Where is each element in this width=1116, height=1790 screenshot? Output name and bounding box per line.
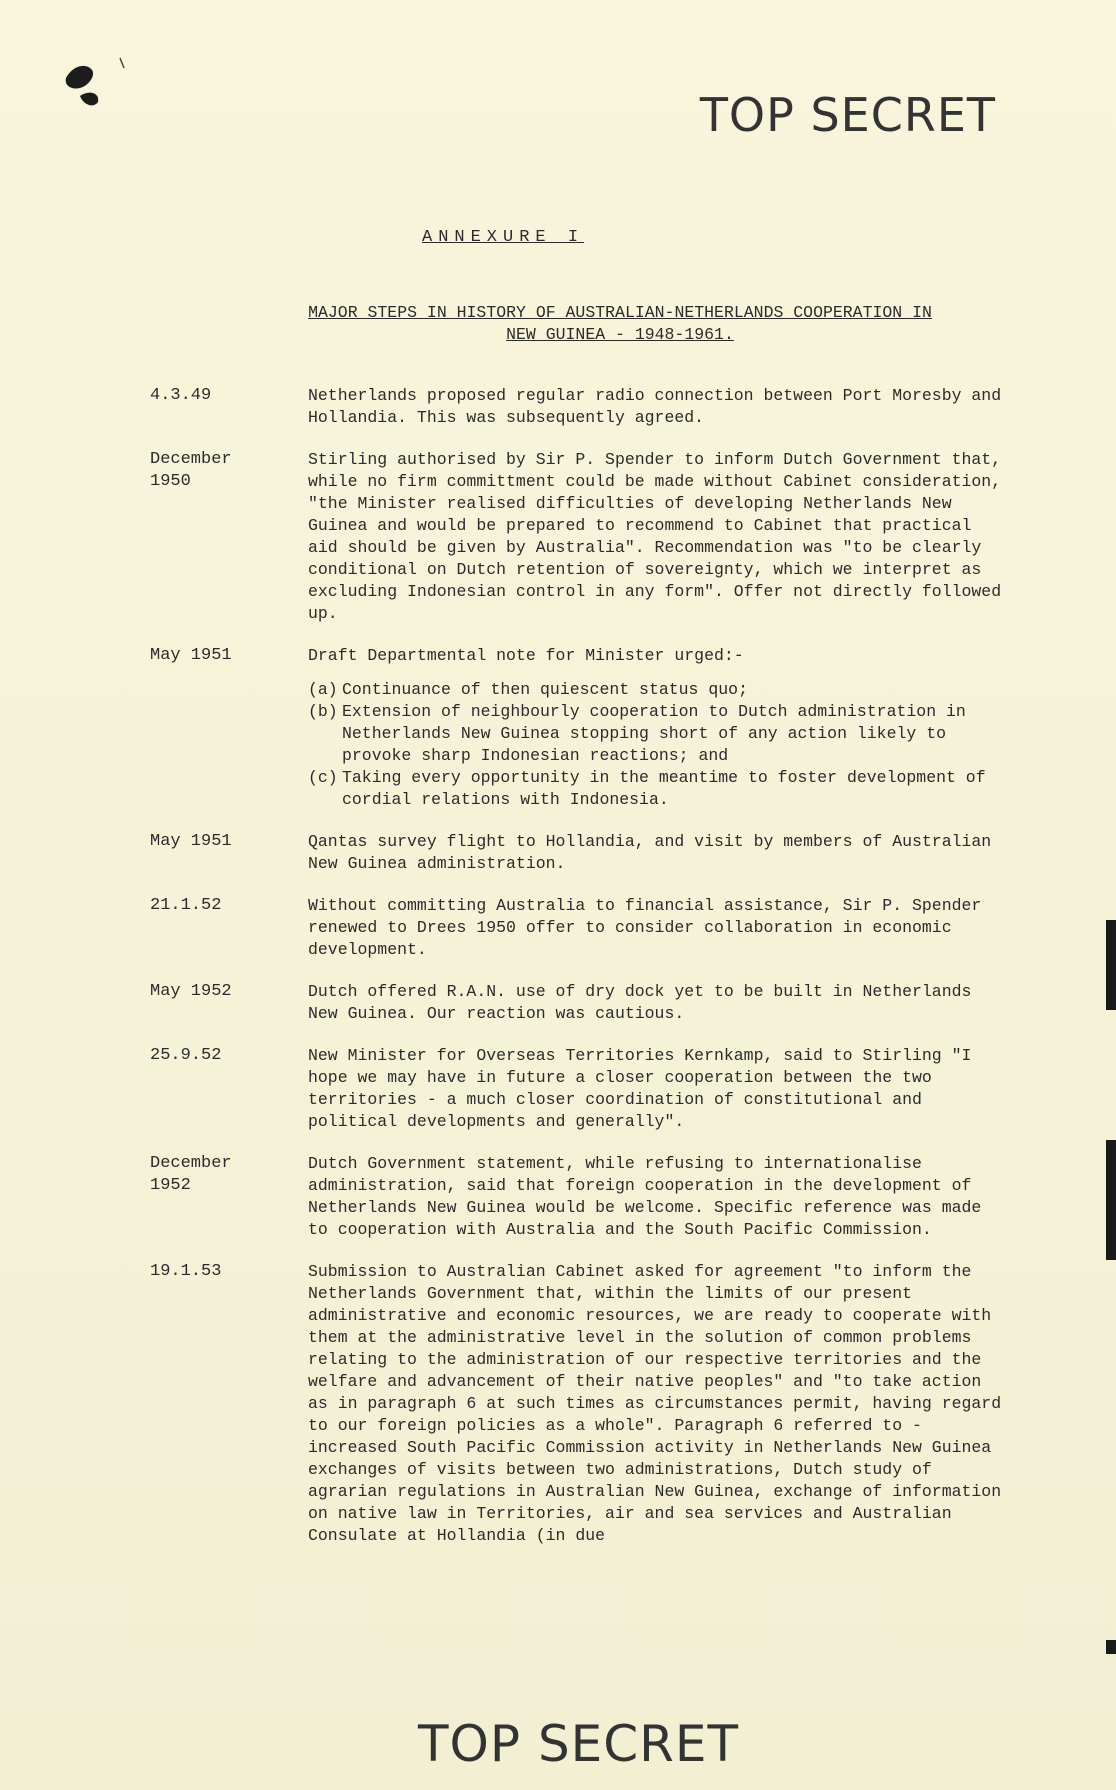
entry-text: Qantas survey flight to Hollandia, and visit by members of Australian New Guinea administration. (308, 832, 992, 873)
scan-edge-mark (1106, 1140, 1116, 1260)
entry-date: May 1951 (150, 832, 232, 851)
sub-item (308, 701, 1008, 767)
entry-date: May 1951 (150, 646, 232, 665)
chronology-entry (150, 895, 1010, 961)
entry-text: Netherlands proposed regular radio connection between Port Moresby and Hollandia. This was subsequently agreed. (308, 386, 1002, 427)
entry-text: Without committing Australia to financial assistance, Sir P. Spender renewed to Drees 1950 offer to consider collaboration in economic development. (308, 896, 982, 959)
scan-edge-mark (1106, 920, 1116, 1010)
entry-date: December 1952 (150, 1154, 232, 1195)
sub-item-text: Extension of neighbourly cooperation to Dutch administration in Netherlands New Guinea stopping short of any action likely to provoke sharp Indonesian reactions; and (342, 702, 966, 765)
entry-date: 21.1.52 (150, 896, 222, 915)
chronology-entry (150, 449, 1010, 625)
chronology-entry (150, 1153, 1010, 1241)
heading-line-2: NEW GUINEA - 1948-1961. (506, 325, 734, 344)
chronology-entry (150, 385, 1010, 429)
heading-line-1: MAJOR STEPS IN HISTORY OF AUSTRALIAN-NETHERLANDS COOPERATION IN (308, 303, 932, 322)
entry-text: Stirling authorised by Sir P. Spender to inform Dutch Government that, while no firm committment could be made without Cabinet consideration, "the Minister realised difficulties of developing Netherlands New Guinea and would be prepared to recommend to Cabinet that practical aid should be given by Australia". Recommendation was "to be clearly conditional on Dutch retention of sovereignty, which we interpret as excluding Indonesian control in any form". Offer not directly followed up. (308, 450, 1002, 623)
hole-punch-mark (58, 56, 134, 116)
chronology-entry (150, 831, 1010, 875)
document-heading (260, 302, 980, 346)
chronology-entry (150, 981, 1010, 1025)
sub-item-label: (a) (308, 680, 338, 699)
entry-text: Dutch Government statement, while refusing to internationalise administration, said that foreign cooperation in the development of Netherlands New Guinea would be welcome. Specific reference was made to cooperation with Australia and the South Pacific Commission. (308, 1154, 982, 1239)
chronology-entry (150, 1045, 1010, 1133)
sub-item-text: Taking every opportunity in the meantime to foster development of cordial relations with Indonesia. (342, 768, 986, 809)
entry-text: Dutch offered R.A.N. use of dry dock yet to be built in Netherlands New Guinea. Our reaction was cautious. (308, 982, 972, 1023)
chronology-entry (150, 645, 1010, 811)
chronology-entry (150, 1261, 1010, 1547)
sub-item (308, 679, 1008, 701)
entry-date: 19.1.53 (150, 1262, 222, 1281)
entry-text: New Minister for Overseas Territories Kernkamp, said to Stirling "I hope we may have in future a closer cooperation between the two territories - a much closer coordination of constitutional and political developments and generally". (308, 1046, 972, 1131)
entry-date: 25.9.52 (150, 1046, 222, 1065)
annexure-title: ANNEXURE I (422, 228, 585, 247)
top-secret-stamp: TOP SECRET (699, 88, 996, 142)
entry-text: Submission to Australian Cabinet asked for agreement "to inform the Netherlands Government that, within the limits of our present administrative and economic resources, we are ready to cooperate with them at the administrative level in the solution of common problems relating to the administration of our respective territories and the welfare and advancement of their native peoples" and "to take action as in paragraph 6 at such times as circumstances permit, having regard to our foreign policies as a whole". Paragraph 6 referred to - increased South Pacific Commission activity in Netherlands New Guinea exchanges of visits between two administrations, Dutch study of agrarian regulations in Australian New Guinea, exchange of information on native law in Territories, air and sea services and Australian Consulate at Hollandia (in due (308, 1262, 1002, 1545)
entry-text: Draft Departmental note for Minister urged:- (308, 646, 744, 665)
scan-edge-mark (1106, 1640, 1116, 1654)
chronology-list (150, 385, 1010, 1567)
sub-item-label: (c) (308, 768, 338, 787)
top-secret-stamp-bottom: TOP SECRET (418, 1715, 740, 1773)
entry-body (308, 645, 1008, 811)
entry-date: December 1950 (150, 450, 232, 491)
sub-item-text: Continuance of then quiescent status quo; (342, 680, 748, 699)
sub-item (308, 767, 1008, 811)
sub-item-label: (b) (308, 702, 338, 721)
entry-date: 4.3.49 (150, 386, 212, 405)
entry-date: May 1952 (150, 982, 232, 1001)
